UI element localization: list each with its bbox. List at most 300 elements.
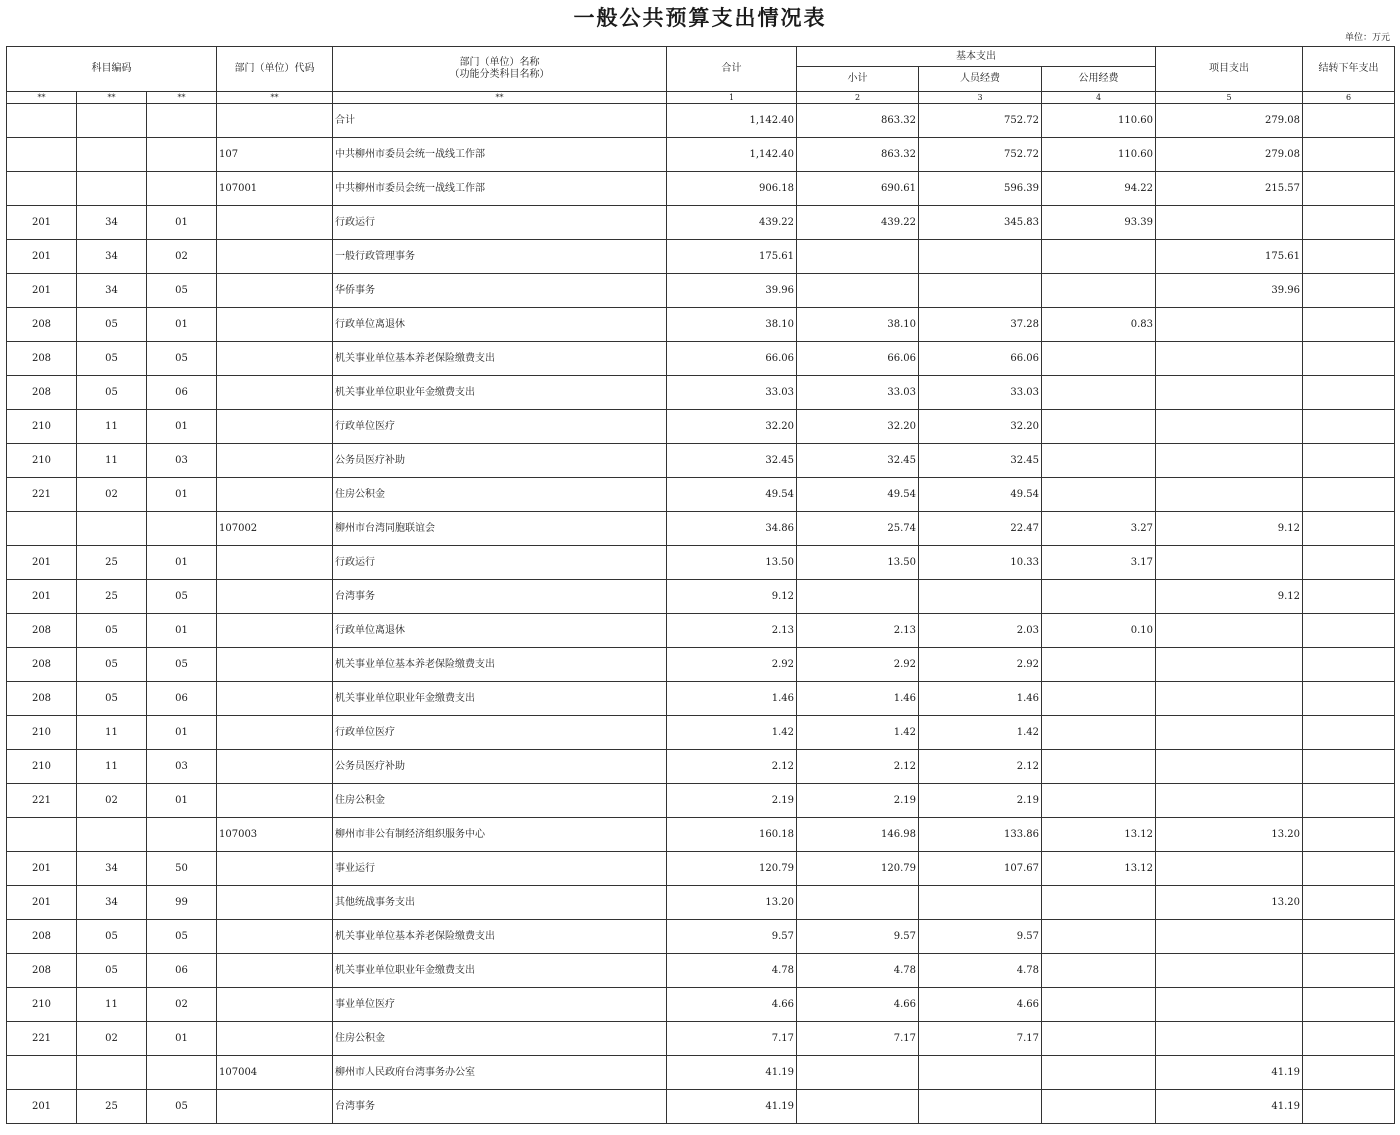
name-cell: 机关事业单位基本养老保险缴费支出 (333, 648, 667, 682)
public-expense-cell (1042, 1056, 1156, 1090)
class-code-cell: 221 (7, 784, 77, 818)
subtotal-cell: 690.61 (797, 172, 919, 206)
carryover-cell (1303, 138, 1395, 172)
subtotal-cell: 66.06 (797, 342, 919, 376)
column-index-cell: ** (217, 92, 333, 104)
personnel-cell: 32.20 (919, 410, 1042, 444)
name-cell: 住房公积金 (333, 784, 667, 818)
total-cell: 49.54 (667, 478, 797, 512)
name-cell: 行政运行 (333, 206, 667, 240)
dept-code-cell (217, 614, 333, 648)
carryover-cell (1303, 954, 1395, 988)
class-code-cell: 210 (7, 750, 77, 784)
item-code-cell: 03 (147, 444, 217, 478)
dept-code-cell: 107002 (217, 512, 333, 546)
public-expense-cell (1042, 376, 1156, 410)
public-expense-cell (1042, 274, 1156, 308)
project-cell (1156, 478, 1303, 512)
public-expense-cell: 94.22 (1042, 172, 1156, 206)
table-row (7, 478, 1395, 512)
unit-label: 单位：万元 (1344, 33, 1390, 43)
dept-code-cell (217, 954, 333, 988)
dept-code-cell (217, 886, 333, 920)
class-code-cell (7, 138, 77, 172)
dept-code-cell (217, 580, 333, 614)
subtotal-cell: 2.13 (797, 614, 919, 648)
name-cell: 柳州市非公有制经济组织服务中心 (333, 818, 667, 852)
personnel-cell: 133.86 (919, 818, 1042, 852)
dept-code-cell (217, 546, 333, 580)
public-expense-cell (1042, 240, 1156, 274)
name-cell: 机关事业单位基本养老保险缴费支出 (333, 342, 667, 376)
column-index-cell: ** (7, 92, 77, 104)
section-code-cell: 02 (77, 1022, 147, 1056)
project-cell: 279.08 (1156, 138, 1303, 172)
project-cell: 41.19 (1156, 1056, 1303, 1090)
subtotal-cell (797, 580, 919, 614)
personnel-cell: 22.47 (919, 512, 1042, 546)
total-cell: 13.20 (667, 886, 797, 920)
name-cell: 一般行政管理事务 (333, 240, 667, 274)
section-code-cell: 05 (77, 954, 147, 988)
item-code-cell: 06 (147, 376, 217, 410)
item-code-cell: 06 (147, 682, 217, 716)
column-index-cell: ** (333, 92, 667, 104)
table-row (7, 716, 1395, 750)
table-body (7, 104, 1395, 1124)
public-expense-cell: 3.17 (1042, 546, 1156, 580)
class-code-cell: 201 (7, 206, 77, 240)
section-code-cell (77, 1056, 147, 1090)
name-cell: 柳州市人民政府台湾事务办公室 (333, 1056, 667, 1090)
item-code-cell (147, 818, 217, 852)
subtotal-cell (797, 274, 919, 308)
item-code-cell: 05 (147, 580, 217, 614)
public-expense-cell (1042, 920, 1156, 954)
page-title: 一般公共预算支出情况表 (573, 5, 827, 30)
total-cell: 2.92 (667, 648, 797, 682)
carryover-cell (1303, 580, 1395, 614)
project-cell: 39.96 (1156, 274, 1303, 308)
name-cell: 台湾事务 (333, 1090, 667, 1124)
total-cell: 1,142.40 (667, 138, 797, 172)
table-row (7, 886, 1395, 920)
name-cell: 其他统战事务支出 (333, 886, 667, 920)
section-code-cell: 11 (77, 716, 147, 750)
table-row (7, 852, 1395, 886)
name-cell: 柳州市台湾同胞联谊会 (333, 512, 667, 546)
subtotal-cell: 32.20 (797, 410, 919, 444)
table-row (7, 1022, 1395, 1056)
class-code-cell: 201 (7, 546, 77, 580)
name-cell: 公务员医疗补助 (333, 444, 667, 478)
subtotal-cell: 33.03 (797, 376, 919, 410)
subtotal-cell: 863.32 (797, 104, 919, 138)
table-row (7, 512, 1395, 546)
section-code-cell: 05 (77, 614, 147, 648)
item-code-cell: 02 (147, 988, 217, 1022)
project-cell: 215.57 (1156, 172, 1303, 206)
project-cell: 9.12 (1156, 512, 1303, 546)
personnel-cell: 4.78 (919, 954, 1042, 988)
project-cell (1156, 376, 1303, 410)
carryover-cell (1303, 376, 1395, 410)
dept-code-cell (217, 750, 333, 784)
subtotal-cell: 120.79 (797, 852, 919, 886)
item-code-cell: 01 (147, 308, 217, 342)
project-cell: 13.20 (1156, 818, 1303, 852)
table-row (7, 410, 1395, 444)
project-cell (1156, 308, 1303, 342)
table-row (7, 648, 1395, 682)
item-code-cell: 01 (147, 478, 217, 512)
item-code-cell (147, 1056, 217, 1090)
total-cell: 66.06 (667, 342, 797, 376)
item-code-cell: 01 (147, 614, 217, 648)
class-code-cell: 210 (7, 410, 77, 444)
project-cell (1156, 1022, 1303, 1056)
section-code-cell (77, 818, 147, 852)
total-cell: 13.50 (667, 546, 797, 580)
public-expense-cell (1042, 342, 1156, 376)
public-expense-cell: 0.83 (1042, 308, 1156, 342)
section-code-cell: 34 (77, 274, 147, 308)
public-expense-cell (1042, 716, 1156, 750)
dept-code-cell: 107003 (217, 818, 333, 852)
item-code-cell: 01 (147, 1022, 217, 1056)
column-index-cell: ** (147, 92, 217, 104)
table-row (7, 172, 1395, 206)
project-cell (1156, 988, 1303, 1022)
column-index-cell: 5 (1156, 92, 1303, 104)
column-index-row (7, 92, 1395, 104)
personnel-cell: 37.28 (919, 308, 1042, 342)
total-cell: 906.18 (667, 172, 797, 206)
item-code-cell (147, 138, 217, 172)
project-cell (1156, 852, 1303, 886)
personnel-cell: 1.46 (919, 682, 1042, 716)
name-cell: 事业运行 (333, 852, 667, 886)
personnel-cell (919, 886, 1042, 920)
class-code-cell (7, 818, 77, 852)
carryover-cell (1303, 478, 1395, 512)
name-cell: 机关事业单位职业年金缴费支出 (333, 682, 667, 716)
carryover-cell (1303, 1022, 1395, 1056)
item-code-cell: 01 (147, 206, 217, 240)
public-expense-cell (1042, 682, 1156, 716)
total-cell: 160.18 (667, 818, 797, 852)
class-code-cell: 201 (7, 1090, 77, 1124)
section-code-cell: 11 (77, 750, 147, 784)
dept-code-cell (217, 308, 333, 342)
project-cell: 9.12 (1156, 580, 1303, 614)
total-cell: 1.42 (667, 716, 797, 750)
dept-code-cell: 107004 (217, 1056, 333, 1090)
public-expense-cell (1042, 886, 1156, 920)
table-row (7, 444, 1395, 478)
subtotal-cell: 32.45 (797, 444, 919, 478)
subtotal-cell: 7.17 (797, 1022, 919, 1056)
total-cell: 38.10 (667, 308, 797, 342)
carryover-cell (1303, 1056, 1395, 1090)
item-code-cell: 50 (147, 852, 217, 886)
total-cell: 175.61 (667, 240, 797, 274)
name-cell: 华侨事务 (333, 274, 667, 308)
class-code-cell: 210 (7, 988, 77, 1022)
total-cell: 4.66 (667, 988, 797, 1022)
carryover-cell (1303, 410, 1395, 444)
total-cell: 32.20 (667, 410, 797, 444)
section-code-cell: 34 (77, 240, 147, 274)
subtotal-cell: 49.54 (797, 478, 919, 512)
personnel-cell (919, 274, 1042, 308)
dept-code-cell (217, 342, 333, 376)
header-project-expenditure: 项目支出 (1156, 47, 1303, 92)
personnel-cell: 7.17 (919, 1022, 1042, 1056)
public-expense-cell (1042, 954, 1156, 988)
section-code-cell: 05 (77, 682, 147, 716)
personnel-cell: 49.54 (919, 478, 1042, 512)
subtotal-cell: 1.46 (797, 682, 919, 716)
subtotal-cell: 4.78 (797, 954, 919, 988)
column-index-cell: 4 (1042, 92, 1156, 104)
carryover-cell (1303, 988, 1395, 1022)
item-code-cell: 01 (147, 546, 217, 580)
name-cell: 中共柳州市委员会统一战线工作部 (333, 138, 667, 172)
table-row (7, 920, 1395, 954)
carryover-cell (1303, 852, 1395, 886)
carryover-cell (1303, 784, 1395, 818)
total-cell: 2.13 (667, 614, 797, 648)
budget-table (6, 46, 1395, 1124)
project-cell (1156, 920, 1303, 954)
personnel-cell: 66.06 (919, 342, 1042, 376)
project-cell (1156, 648, 1303, 682)
column-index-cell: ** (77, 92, 147, 104)
subtotal-cell: 2.19 (797, 784, 919, 818)
personnel-cell: 2.12 (919, 750, 1042, 784)
dept-code-cell (217, 988, 333, 1022)
carryover-cell (1303, 274, 1395, 308)
table-row (7, 240, 1395, 274)
personnel-cell: 2.92 (919, 648, 1042, 682)
class-code-cell: 210 (7, 444, 77, 478)
class-code-cell: 201 (7, 886, 77, 920)
carryover-cell (1303, 648, 1395, 682)
personnel-cell (919, 580, 1042, 614)
class-code-cell: 208 (7, 308, 77, 342)
project-cell (1156, 682, 1303, 716)
total-cell: 41.19 (667, 1090, 797, 1124)
header-personnel: 人员经费 (919, 67, 1042, 92)
section-code-cell: 02 (77, 784, 147, 818)
total-cell: 9.12 (667, 580, 797, 614)
personnel-cell: 1.42 (919, 716, 1042, 750)
class-code-cell: 208 (7, 920, 77, 954)
carryover-cell (1303, 682, 1395, 716)
subtotal-cell: 1.42 (797, 716, 919, 750)
item-code-cell (147, 512, 217, 546)
item-code-cell: 01 (147, 410, 217, 444)
section-code-cell (77, 138, 147, 172)
name-cell: 事业单位医疗 (333, 988, 667, 1022)
carryover-cell (1303, 716, 1395, 750)
name-cell: 台湾事务 (333, 580, 667, 614)
class-code-cell: 208 (7, 648, 77, 682)
public-expense-cell (1042, 784, 1156, 818)
table-row (7, 342, 1395, 376)
dept-code-cell (217, 1090, 333, 1124)
project-cell (1156, 410, 1303, 444)
class-code-cell: 221 (7, 1022, 77, 1056)
section-code-cell: 11 (77, 988, 147, 1022)
header-total: 合计 (667, 47, 797, 92)
class-code-cell (7, 512, 77, 546)
table-row (7, 580, 1395, 614)
project-cell: 175.61 (1156, 240, 1303, 274)
table-row (7, 138, 1395, 172)
class-code-cell: 208 (7, 682, 77, 716)
header-dept-name-line2: （功能分类科目名称） (449, 69, 550, 80)
item-code-cell: 03 (147, 750, 217, 784)
subtotal-cell: 2.92 (797, 648, 919, 682)
project-cell (1156, 546, 1303, 580)
class-code-cell: 208 (7, 342, 77, 376)
public-expense-cell (1042, 648, 1156, 682)
total-cell: 439.22 (667, 206, 797, 240)
dept-code-cell: 107001 (217, 172, 333, 206)
carryover-cell (1303, 818, 1395, 852)
class-code-cell (7, 1056, 77, 1090)
class-code-cell: 201 (7, 580, 77, 614)
personnel-cell (919, 1056, 1042, 1090)
section-code-cell: 34 (77, 886, 147, 920)
dept-code-cell (217, 852, 333, 886)
header-subtotal: 小计 (797, 67, 919, 92)
total-cell: 7.17 (667, 1022, 797, 1056)
class-code-cell: 208 (7, 614, 77, 648)
total-cell: 9.57 (667, 920, 797, 954)
carryover-cell (1303, 172, 1395, 206)
column-index-cell: 6 (1303, 92, 1395, 104)
dept-code-cell (217, 444, 333, 478)
personnel-cell: 32.45 (919, 444, 1042, 478)
table-row (7, 376, 1395, 410)
carryover-cell (1303, 444, 1395, 478)
carryover-cell (1303, 614, 1395, 648)
subtotal-cell: 13.50 (797, 546, 919, 580)
project-cell: 13.20 (1156, 886, 1303, 920)
subtotal-cell: 146.98 (797, 818, 919, 852)
public-expense-cell (1042, 478, 1156, 512)
name-cell: 合计 (333, 104, 667, 138)
section-code-cell: 05 (77, 920, 147, 954)
column-index-cell: 1 (667, 92, 797, 104)
carryover-cell (1303, 1090, 1395, 1124)
carryover-cell (1303, 342, 1395, 376)
section-code-cell: 25 (77, 580, 147, 614)
subtotal-cell: 9.57 (797, 920, 919, 954)
dept-code-cell (217, 716, 333, 750)
section-code-cell: 05 (77, 648, 147, 682)
section-code-cell (77, 512, 147, 546)
class-code-cell (7, 104, 77, 138)
subtotal-cell: 4.66 (797, 988, 919, 1022)
personnel-cell: 2.03 (919, 614, 1042, 648)
dept-code-cell (217, 410, 333, 444)
table-row (7, 274, 1395, 308)
item-code-cell: 06 (147, 954, 217, 988)
public-expense-cell: 3.27 (1042, 512, 1156, 546)
table-row (7, 784, 1395, 818)
personnel-cell: 4.66 (919, 988, 1042, 1022)
item-code-cell: 05 (147, 274, 217, 308)
project-cell: 279.08 (1156, 104, 1303, 138)
table-row (7, 954, 1395, 988)
public-expense-cell (1042, 988, 1156, 1022)
item-code-cell: 05 (147, 342, 217, 376)
class-code-cell: 208 (7, 376, 77, 410)
table-row (7, 988, 1395, 1022)
dept-code-cell (217, 1022, 333, 1056)
personnel-cell: 9.57 (919, 920, 1042, 954)
total-cell: 32.45 (667, 444, 797, 478)
class-code-cell: 208 (7, 954, 77, 988)
section-code-cell (77, 104, 147, 138)
carryover-cell (1303, 240, 1395, 274)
project-cell (1156, 784, 1303, 818)
project-cell (1156, 206, 1303, 240)
name-cell: 中共柳州市委员会统一战线工作部 (333, 172, 667, 206)
public-expense-cell (1042, 1090, 1156, 1124)
section-code-cell: 34 (77, 852, 147, 886)
dept-code-cell: 107 (217, 138, 333, 172)
subtotal-cell (797, 1090, 919, 1124)
personnel-cell (919, 1090, 1042, 1124)
personnel-cell (919, 240, 1042, 274)
class-code-cell (7, 172, 77, 206)
personnel-cell: 10.33 (919, 546, 1042, 580)
total-cell: 1.46 (667, 682, 797, 716)
subtotal-cell: 2.12 (797, 750, 919, 784)
section-code-cell: 34 (77, 206, 147, 240)
subtotal-cell: 25.74 (797, 512, 919, 546)
subtotal-cell: 439.22 (797, 206, 919, 240)
table-row (7, 104, 1395, 138)
table-row (7, 818, 1395, 852)
column-index-cell: 3 (919, 92, 1042, 104)
carryover-cell (1303, 750, 1395, 784)
header-dept-name (333, 47, 667, 92)
table-header (7, 47, 1395, 104)
carryover-cell (1303, 104, 1395, 138)
public-expense-cell: 110.60 (1042, 104, 1156, 138)
personnel-cell: 596.39 (919, 172, 1042, 206)
total-cell: 2.19 (667, 784, 797, 818)
subtotal-cell: 38.10 (797, 308, 919, 342)
dept-code-cell (217, 784, 333, 818)
dept-code-cell (217, 478, 333, 512)
subtotal-cell: 863.32 (797, 138, 919, 172)
item-code-cell (147, 172, 217, 206)
item-code-cell (147, 104, 217, 138)
project-cell (1156, 750, 1303, 784)
section-code-cell: 11 (77, 410, 147, 444)
dept-code-cell (217, 376, 333, 410)
public-expense-cell (1042, 580, 1156, 614)
class-code-cell: 201 (7, 852, 77, 886)
header-dept-code: 部门（单位）代码 (217, 47, 333, 92)
